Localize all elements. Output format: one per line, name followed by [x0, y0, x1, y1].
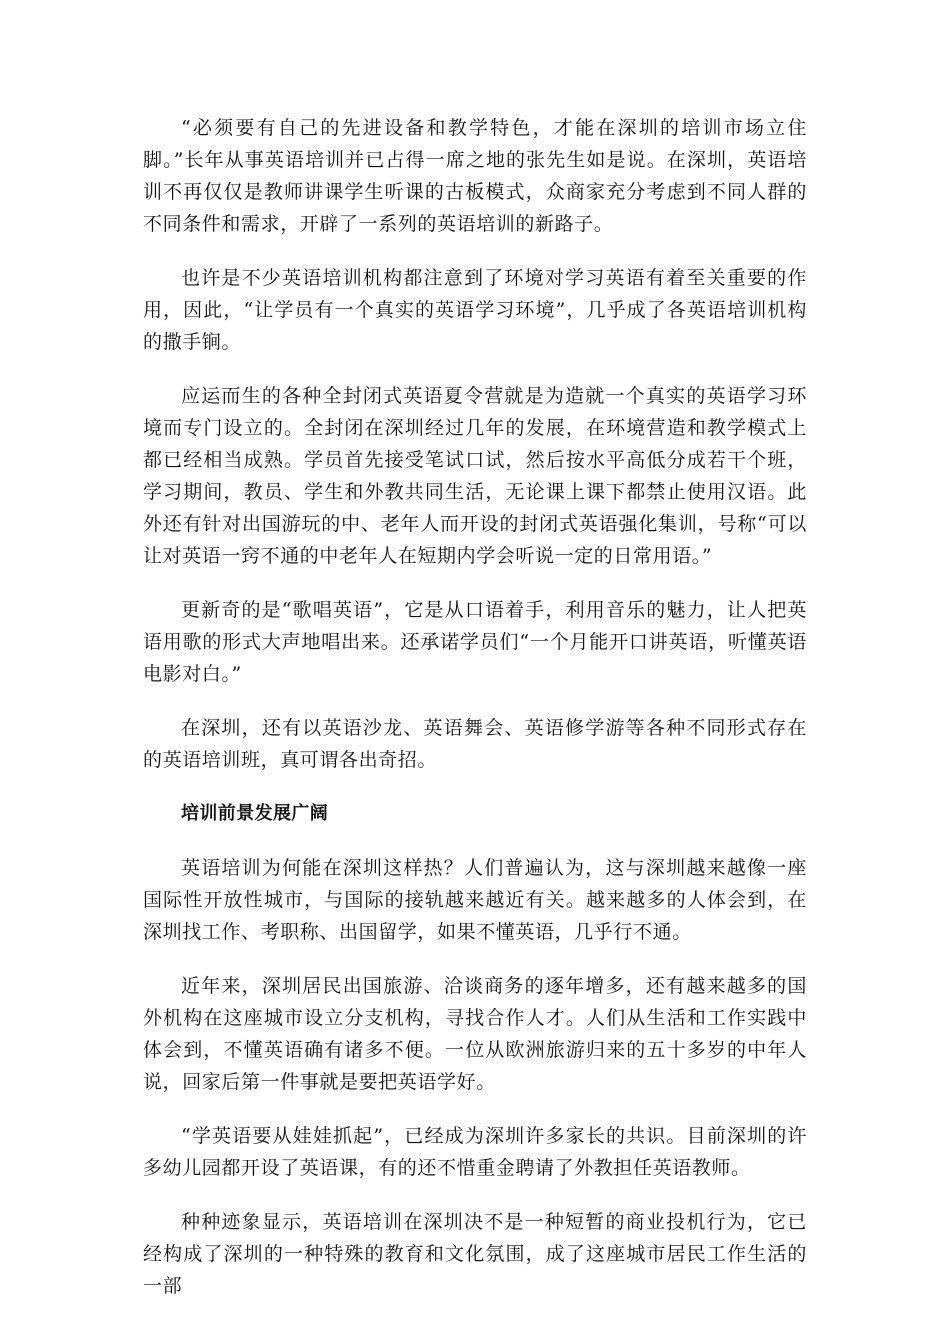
paragraph-3: 应运而生的各种全封闭式英语夏令营就是为造就一个真实的英语学习环境而专门设立的。全封闭在深圳经过几年的发展，在环境营造和教学模式上都已经相当成熟。学员首先接受笔试口试，然后按水平高低分成若干个班，学习期间，教员、学生和外教共同生活，无论课上课下都禁止使用汉语。此外还有针对出国游玩的中、老年人而开设的封闭式英语强化集训，号称“可以让对英语一窍不通的中老年人在短期内学会听说一定的日常用语。” — [143, 385, 807, 567]
paragraph-9: 种种迹象显示，英语培训在深圳决不是一种短暂的商业投机行为，它已经构成了深圳的一种特殊的教育和文化氛围，成了这座城市居民工作生活的一部 — [143, 1211, 807, 1297]
paragraph-1: “必须要有自己的先进设备和教学特色，才能在深圳的培训市场立住脚。”长年从事英语培训并已占得一席之地的张先生如是说。在深圳，英语培训不再仅仅是教师讲课学生听课的古板模式，众商家充分考虑到不同人群的不同条件和需求，开辟了一系列的英语培训的新路子。 — [143, 117, 807, 235]
paragraph-6: 英语培训为何能在深圳这样热？人们普遍认为，这与深圳越来越像一座国际性开放性城市，与国际的接轨越来越近有关。越来越多的人体会到，在深圳找工作、考职称、出国留学，如果不懂英语，几乎行不通。 — [143, 857, 807, 943]
article-body — [143, 112, 807, 1324]
paragraph-7: 近年来，深圳居民出国旅游、洽谈商务的逐年增多，还有越来越多的国外机构在这座城市设立分支机构，寻找合作人才。人们从生活和工作实践中体会到，不懂英语确有诸多不便。一位从欧洲旅游归来的五十多岁的中年人说，回家后第一件事就是要把英语学好。 — [143, 975, 807, 1093]
paragraph-4: 更新奇的是“歌唱英语”，它是从口语着手，利用音乐的魅力，让人把英语用歌的形式大声地唱出来。还承诺学员们“一个月能开口讲英语，听懂英语电影对白。” — [143, 599, 807, 685]
paragraph-2: 也许是不少英语培训机构都注意到了环境对学习英语有着至关重要的作用，因此，“让学员有一个真实的英语学习环境”，几乎成了各英语培训机构的撒手锏。 — [143, 267, 807, 353]
paragraph-5: 在深圳，还有以英语沙龙、英语舞会、英语修学游等各种不同形式存在的英语培训班，真可谓各出奇招。 — [143, 717, 807, 771]
paragraph-8: “学英语要从娃娃抓起”，已经成为深圳许多家长的共识。目前深圳的许多幼儿园都开设了英语课，有的还不惜重金聘请了外教担任英语教师。 — [143, 1125, 807, 1179]
section-heading: 培训前景发展广阔 — [181, 803, 329, 824]
